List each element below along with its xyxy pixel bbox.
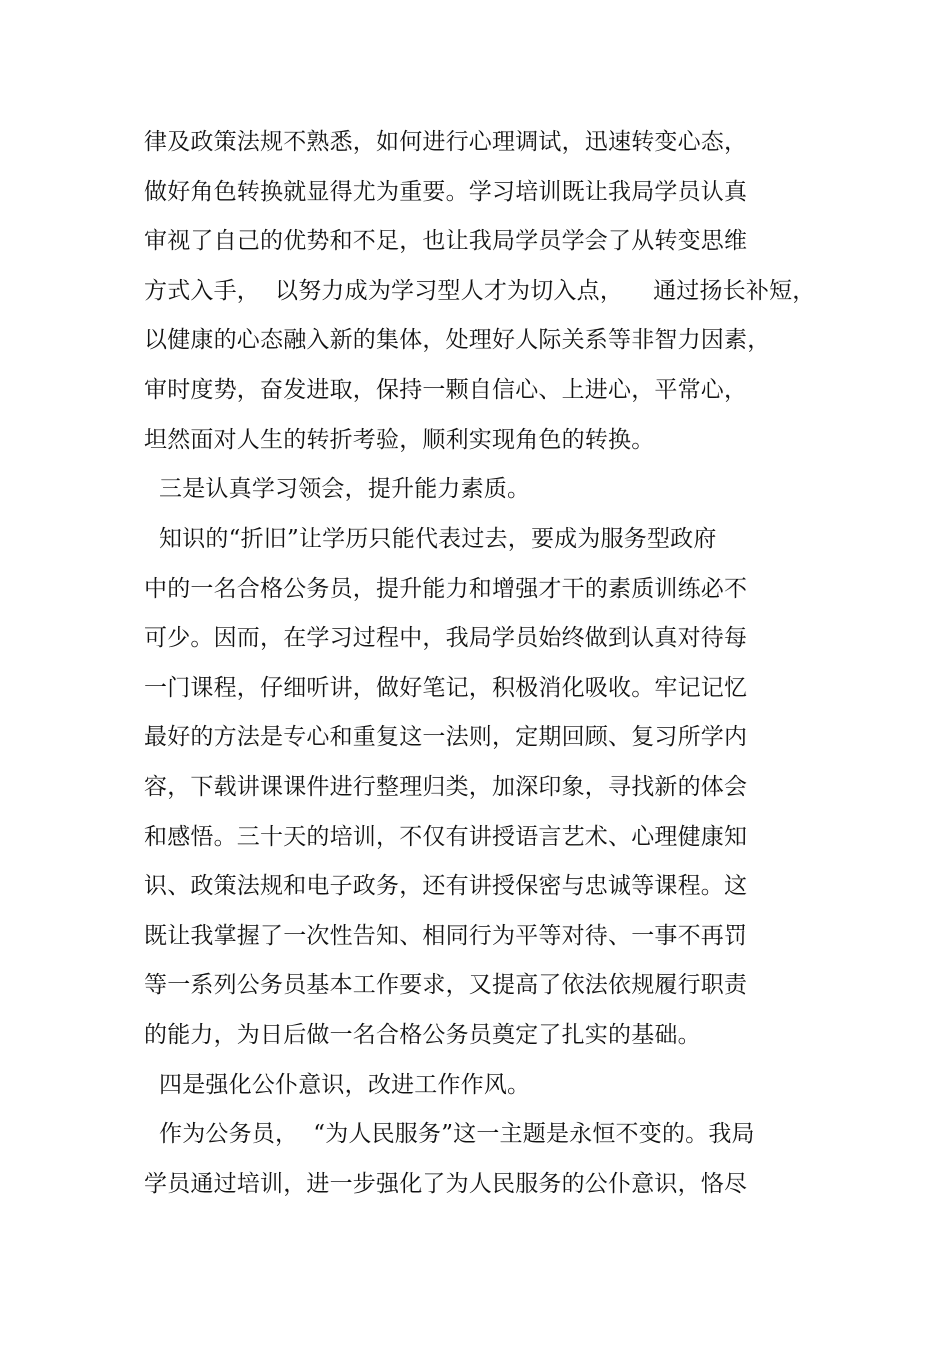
text-line: 等一系列公务员基本工作要求，又提高了依法依规履行职责 — [144, 972, 748, 998]
text-line: 知识的“折旧”让学历只能代表过去，要成为服务型政府 — [144, 526, 717, 552]
text-line: 识、政策法规和电子政务，还有讲授保密与忠诚等课程。这 — [144, 873, 748, 899]
text-line: 最好的方法是专心和重复这一法则，定期回顾、复习所学内 — [144, 724, 748, 750]
text-line: 律及政策法规不熟悉，如何进行心理调试，迅速转变心态， — [144, 129, 748, 155]
section-heading: 四是强化公仆意识，改进工作作风。 — [144, 1072, 531, 1098]
text-line: 审视了自己的优势和不足，也让我局学员学会了从转变思维 — [144, 228, 748, 254]
text-line: 既让我掌握了一次性告知、相同行为平等对待、一事不再罚 — [144, 923, 748, 949]
text-line: 做好角色转换就显得尤为重要。学习培训既让我局学员认真 — [144, 179, 748, 205]
text-line: 作为公务员， “为人民服务”这一主题是永恒不变的。我局 — [144, 1121, 755, 1147]
text-line: 一门课程，仔细听讲，做好笔记，积极消化吸收。牢记记忆 — [144, 675, 748, 701]
text-line: 中的一名合格公务员，提升能力和增强才干的素质训练必不 — [144, 576, 748, 602]
section-heading: 三是认真学习领会，提升能力素质。 — [144, 476, 531, 502]
text-line: 以健康的心态融入新的集体，处理好人际关系等非智力因素， — [144, 327, 771, 353]
text-line: 可少。因而，在学习过程中，我局学员始终做到认真对待每 — [144, 625, 748, 651]
text-line: 容，下载讲课课件进行整理归类，加深印象，寻找新的体会 — [144, 774, 748, 800]
text-line: 坦然面对人生的转折考验，顺利实现角色的转换。 — [144, 427, 655, 453]
text-line: 审时度势，奋发进取，保持一颗自信心、上进心，平常心， — [144, 377, 748, 403]
text-line: 的能力，为日后做一名合格公务员奠定了扎实的基础。 — [144, 1022, 701, 1048]
text-line: 方式入手， 以努力成为学习型人才为切入点， 通过扬长补短， — [144, 278, 816, 304]
text-line: 和感悟。三十天的培训，不仅有讲授语言艺术、心理健康知 — [144, 824, 748, 850]
text-line: 学员通过培训，进一步强化了为人民服务的公仆意识，恪尽 — [144, 1171, 748, 1197]
